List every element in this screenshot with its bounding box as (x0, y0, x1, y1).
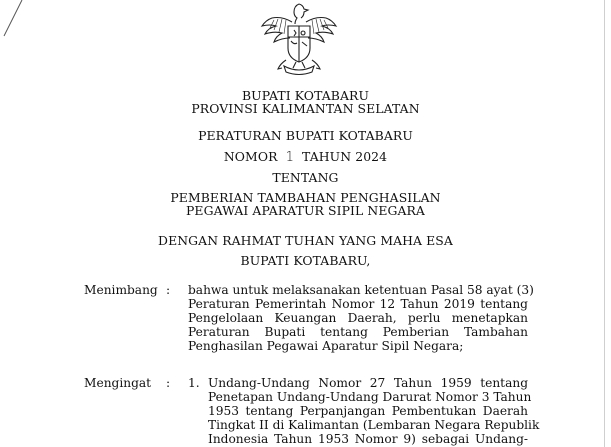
subject-line-2: PEGAWAI APARATUR SIPIL NEGARA (186, 203, 425, 218)
garuda-emblem-icon (258, 0, 340, 76)
mengingat-line: Penetapan Undang-Undang Darurat Nomor 3 Tahun (208, 390, 532, 404)
number-suffix: TAHUN 2024 (302, 149, 388, 164)
mengingat-line: Undang-Undang Nomor 27 Tahun 1959 tentang (208, 376, 528, 390)
number-value: 1 (285, 150, 294, 165)
mengingat-line: Tingkat II di Kalimantan (Lembaran Negara Republik (208, 418, 540, 432)
menimbang-line: Peraturan Pemerintah Nomor 12 Tahun 2019 tentang (188, 297, 528, 311)
about-label: TENTANG (272, 170, 339, 185)
menimbang-line: Penghasilan Pegawai Aparatur Sipil Negara; (188, 339, 464, 353)
mengingat-label: Mengingat (84, 376, 152, 390)
mengingat-line: Indonesia Tahun 1953 Nomor 9) sebagai Undang- (208, 432, 528, 446)
mengingat-colon: : (166, 376, 171, 390)
signatory-line: BUPATI KOTABARU, (240, 253, 371, 268)
authority-line-1: BUPATI KOTABARU (241, 88, 370, 103)
mengingat-line: 1953 tentang Perpanjangan Pembentukan Daerah (208, 404, 528, 418)
menimbang-line: Peraturan Bupati tentang Pemberian Tambahan (188, 325, 528, 339)
scan-right-edge (604, 0, 605, 447)
menimbang-colon: : (166, 283, 171, 297)
subject-line-1: PEMBERIAN TAMBAHAN PENGHASILAN (170, 190, 441, 205)
number-prefix: NOMOR (223, 149, 278, 164)
menimbang-label: Menimbang (84, 283, 158, 297)
menimbang-line: Pengelolaan Keuangan Daerah, perlu menetapkan (188, 311, 528, 325)
authority-line-2: PROVINSI KALIMANTAN SELATAN (191, 101, 420, 116)
scan-edge-mark (0, 0, 40, 40)
regulation-number (0, 149, 611, 165)
menimbang-line: bahwa untuk melaksanakan ketentuan Pasal 58 ayat (3) (188, 283, 534, 297)
mengingat-item-number: 1. (188, 376, 200, 390)
blessing-line: DENGAN RAHMAT TUHAN YANG MAHA ESA (158, 233, 453, 248)
regulation-title: PERATURAN BUPATI KOTABARU (198, 128, 413, 143)
